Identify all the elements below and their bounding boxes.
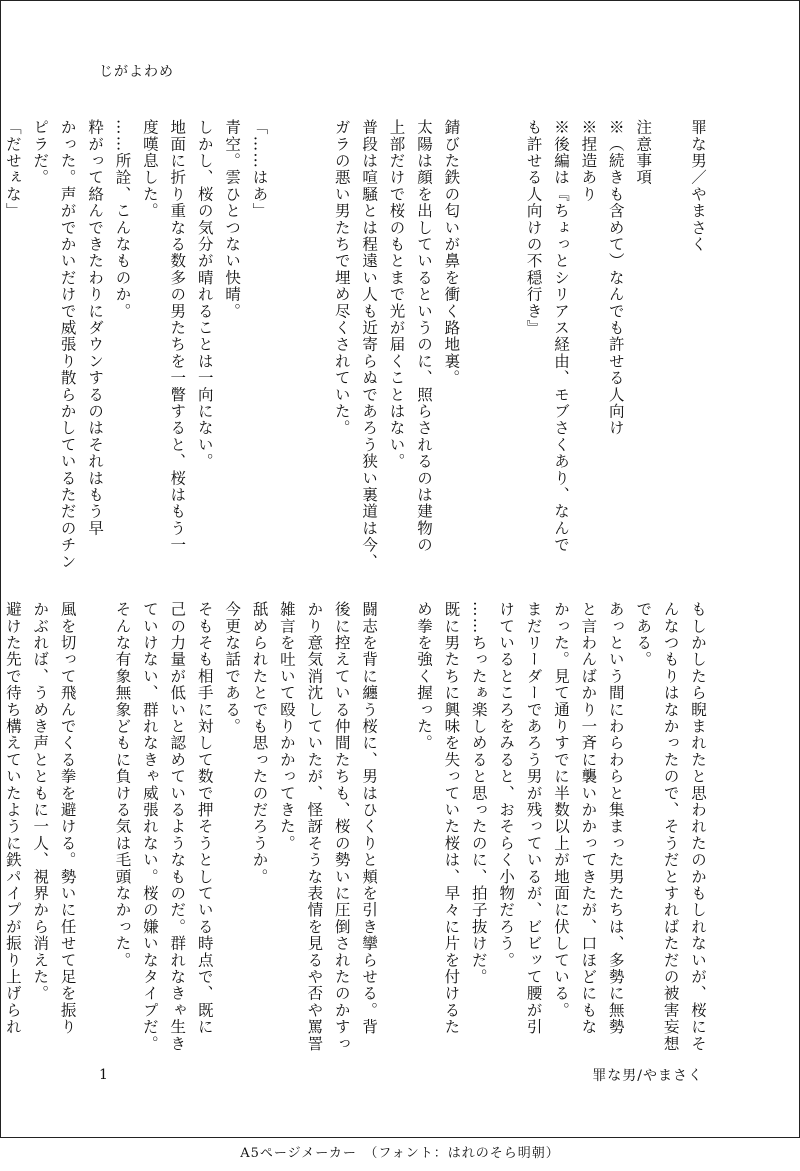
text-line: ※（続きも含めて）なんでも許せる人向け [606, 119, 625, 437]
text-line: ……所詮、こんなものか。 [113, 119, 132, 320]
text-line: 粋がって絡んできたわりにダウンするのはそれはもう早 [86, 119, 105, 537]
text-line: 地面に折り重なる数多の男たちを一瞥すると、桜はもう一 [168, 119, 187, 554]
text-line [492, 119, 519, 549]
text-line: かぶれば、うめき声とともに一人、視界から消えた。 [31, 601, 50, 1002]
page-number: 1 [99, 1067, 108, 1083]
text-line: あっという間にわらわらと集まった男たちは、多勢に無勢 [606, 601, 625, 1036]
text-line: そもそも相手に対して数で押そうとしている時点で、既に [195, 601, 214, 1036]
text-line: 風を切って飛んでくる拳を避ける。勢いに任せて足を振り [58, 601, 77, 1036]
text-line: 注意事項 [634, 119, 653, 186]
text-line: まだリーダーであろう男が残っているが、ビビッて腰が引 [524, 601, 543, 1036]
text-block-bottom [3, 601, 711, 1052]
text-line: 「だせぇな」 [3, 119, 22, 220]
text-line: 己の力量が低いと認めているようなものだ。群れなきゃ生き [168, 601, 187, 1052]
text-line: 普段は喧騒とは程遠い人も近寄らぬであろう狭い裏道は今、 [360, 119, 379, 570]
text-line: 太陽は顔を出しているというのに、照らされるのは建物の [414, 119, 433, 554]
text-line: んなつもりはなかったので、そうだとすればただの被害妄想 [661, 601, 680, 1052]
text-line: ピラだ。 [31, 119, 50, 186]
text-line [464, 119, 491, 549]
text-line: 雑言を吐いて殴りかかってきた。 [277, 601, 296, 852]
text-line [273, 119, 300, 549]
text-line [300, 119, 327, 549]
text-block-top [3, 119, 711, 570]
text-line: しかし、桜の気分が晴れることは一向にない。 [195, 119, 214, 470]
running-title: 罪な男/やまさく [592, 1068, 703, 1084]
text-line: 後に控えている仲間たちも、桜の勢いに圧倒されたのかすっ [332, 601, 351, 1052]
text-line: も許せる人向けの不穏行き』 [524, 119, 543, 337]
text-line: 罪な男／やまさく [689, 119, 707, 253]
text-line: 度嘆息した。 [140, 119, 159, 220]
text-line: 舐められたとでも思ったのだろうか。 [250, 601, 269, 885]
text-line: と言わんばかり一斉に襲いかかってきたが、口ほどにもな [579, 601, 598, 1036]
text-line: ていけない、群れなきゃ威張れない。桜の嫌いなタイプだ。 [140, 601, 159, 1052]
text-line: め拳を強く握った。 [414, 601, 433, 752]
caption: A5ページメーカー （フォント：はれのそら明朝） [240, 1146, 560, 1161]
text-line: 「……はあ」 [250, 119, 269, 220]
text-line [382, 601, 409, 1031]
text-line: かった。声がでかいだけで威張り散らかしているただのチン [58, 119, 77, 570]
author-name: じがよわめ [99, 64, 174, 80]
text-line: 青空。雲ひとつない快晴。 [223, 119, 242, 320]
text-line [656, 119, 683, 549]
text-line: 今更な話である。 [223, 601, 242, 735]
text-line: 避けた先で待ち構えていたように鉄パイプが振り上げられ [3, 601, 22, 1036]
text-line: ※後編は『ちょっとシリアス経由、モブさくあり、なんで [551, 119, 570, 554]
text-line: ガラの悪い男たちで埋め尽くされていた。 [332, 119, 351, 437]
text-line: かり意気消沈していたが、怪訝そうな表情を見るや否や罵詈 [305, 601, 324, 1052]
text-line: ……ちったぁ楽しめると思ったのに、拍子抜けだ。 [469, 601, 488, 986]
text-line: 既に男たちに興味を失っていた桜は、早々に片を付けるた [442, 601, 461, 1036]
text-line: 上部だけで桜のもとまで光が届くことはない。 [387, 119, 406, 470]
text-line: 錆びた鉄の匂いが鼻を衝く路地裏。 [442, 119, 461, 387]
text-line: ※捏造あり [579, 119, 598, 203]
text-line: もしかしたら睨まれたと思われたのかもしれないが、桜にそ [689, 601, 707, 1052]
text-line: そんな有象無象どもに負ける気は毛頭なかった。 [113, 601, 132, 969]
text-line: 闘志を背に纏う桜に、男はひくりと頬を引き攣らせる。背 [360, 601, 379, 1036]
text-line [81, 601, 108, 1031]
text-line: かった。見て通りすでに半数以上が地面に伏している。 [551, 601, 570, 1019]
text-line: である。 [634, 601, 653, 668]
text-line: けているところをみると、おそらく小物だろう。 [497, 601, 516, 969]
